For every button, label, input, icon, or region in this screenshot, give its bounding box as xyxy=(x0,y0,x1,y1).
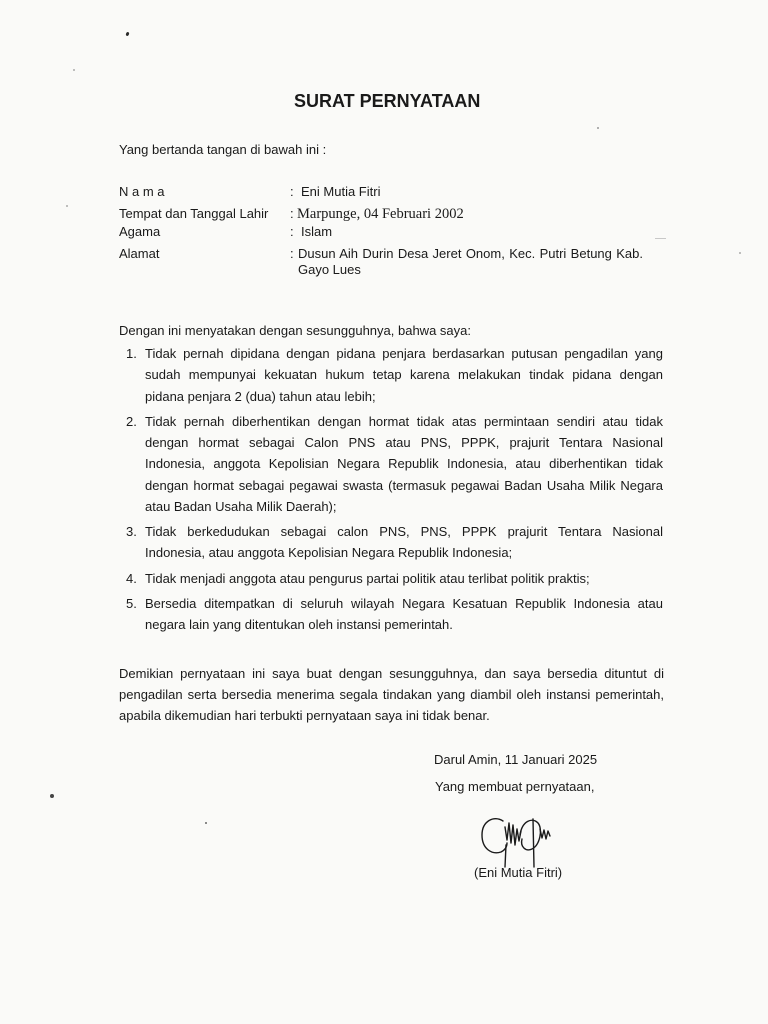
signature-stroke xyxy=(505,823,521,845)
statement-line: Tidak berkedudukan sebagai calon PNS, PNS, PPPK prajurit Tentara Nasional xyxy=(145,524,663,539)
scan-speck xyxy=(66,205,68,207)
statement-item xyxy=(126,568,663,589)
statement-number: 4. xyxy=(126,570,137,586)
statement-line: sudah mempunyai kekuatan hukum tetap karena melakukan tindak pidana dengan xyxy=(145,367,663,383)
statement-text xyxy=(145,568,663,589)
statement-list xyxy=(126,343,663,639)
statement-text xyxy=(145,411,663,517)
signer-name: (Eni Mutia Fitri) xyxy=(474,865,563,880)
statement-line: Tidak menjadi anggota atau pengurus partai politik atau terlibat politik praktis; xyxy=(145,570,590,586)
statement-item xyxy=(126,343,663,407)
identity-value-birth: Marpunge, 04 Februari 2002 xyxy=(297,206,464,222)
statement-number: 3. xyxy=(126,524,137,539)
statement-line: negara lain yang ditentukan oleh instansi pemerintah. xyxy=(145,617,453,632)
identity-label: Tempat dan Tanggal Lahir xyxy=(119,206,269,221)
statement-item xyxy=(126,521,663,564)
statement-text xyxy=(145,343,663,407)
closing-line: Demikian pernyataan ini saya buat dengan sesungguhnya, dan saya bersedia dituntut di xyxy=(119,666,664,681)
statement-line: Bersedia ditempatkan di seluruh wilayah Negara Kesatuan Republik Indonesia atau xyxy=(145,595,663,611)
statement-number: 2. xyxy=(126,413,137,429)
signature-stroke xyxy=(505,845,506,867)
scan-mark xyxy=(655,238,666,239)
document-title: SURAT PERNYATAAN xyxy=(294,91,481,111)
statement-line: Tidak pernah diberhentikan dengan hormat tidak atas permintaan sendiri atau tidak xyxy=(145,413,663,429)
scan-speck xyxy=(205,822,207,824)
closing-line: pengadilan serta bersedia menerima segala tindakan yang diambil oleh instansi pemerintah, xyxy=(119,687,664,702)
signature-stroke xyxy=(520,820,540,850)
statement-number: 1. xyxy=(126,346,137,361)
statement-line: Indonesia, atau anggota Kepolisian Negara Republik Indonesia; xyxy=(145,545,513,561)
identity-label: Agama xyxy=(119,224,161,239)
address-line: Dusun Aih Durin Desa Jeret Onom, Kec. Putri Betung Kab. xyxy=(298,246,643,261)
scan-speck xyxy=(73,69,75,71)
closing-line: apabila dikemudian hari terbukti pernyataan saya ini tidak benar. xyxy=(119,708,490,723)
identity-value-name: Eni Mutia Fitri xyxy=(301,184,381,199)
identity-row-religion xyxy=(119,224,679,240)
identity-row-address xyxy=(119,246,679,278)
identity-value-religion: Islam xyxy=(301,224,333,239)
statement-item xyxy=(126,411,663,517)
statement-line: pidana penjara 2 (dua) tahun atau lebih; xyxy=(145,388,376,404)
scan-speck xyxy=(50,794,54,798)
identity-row-birth xyxy=(119,206,679,222)
statement-line: dengan hormat sebagai Calon PNS atau PNS, PPPK, prajurit Tentara Nasional xyxy=(145,435,663,450)
statement-item xyxy=(126,593,663,636)
closing-paragraph xyxy=(119,663,664,726)
scan-speck xyxy=(739,252,741,254)
identity-separator: : xyxy=(290,246,294,261)
statement-line: Tidak pernah dipidana dengan pidana penjara berdasarkan putusan pengadilan yang xyxy=(145,346,663,361)
statement-line: atau Badan Usaha Milik Daerah); xyxy=(145,498,337,514)
identity-label: Alamat xyxy=(119,246,160,261)
place-date: Darul Amin, 11 Januari 2025 xyxy=(434,752,598,767)
intro-text: Yang bertanda tangan di bawah ini : xyxy=(119,142,327,157)
signature-stroke xyxy=(540,829,550,839)
identity-label: N a m a xyxy=(119,184,165,199)
statement-lead: Dengan ini menyatakan dengan sesungguhnya, bahwa saya: xyxy=(119,323,471,338)
scan-speck xyxy=(597,127,599,129)
statement-line: dengan hormat sebagai pegawai swasta (termasuk pegawai Badan Usaha Milik Negara xyxy=(145,477,663,493)
identity-value-address xyxy=(298,246,643,278)
address-line: Gayo Lues xyxy=(298,262,361,277)
identity-separator: : xyxy=(290,206,294,221)
statement-line: Indonesia, anggota Kepolisian Negara Republik Indonesia, atau diberhentikan tidak xyxy=(145,456,663,472)
statement-text xyxy=(145,521,663,564)
identity-separator: : xyxy=(290,224,294,239)
statement-text xyxy=(145,593,663,636)
identity-separator: : xyxy=(290,184,294,199)
scan-speck xyxy=(125,32,129,37)
signature-stroke xyxy=(533,819,534,867)
signer-caption: Yang membuat pernyataan, xyxy=(435,779,595,794)
signature-stroke xyxy=(482,819,507,853)
identity-row-name xyxy=(119,184,679,200)
statement-number: 5. xyxy=(126,595,137,611)
